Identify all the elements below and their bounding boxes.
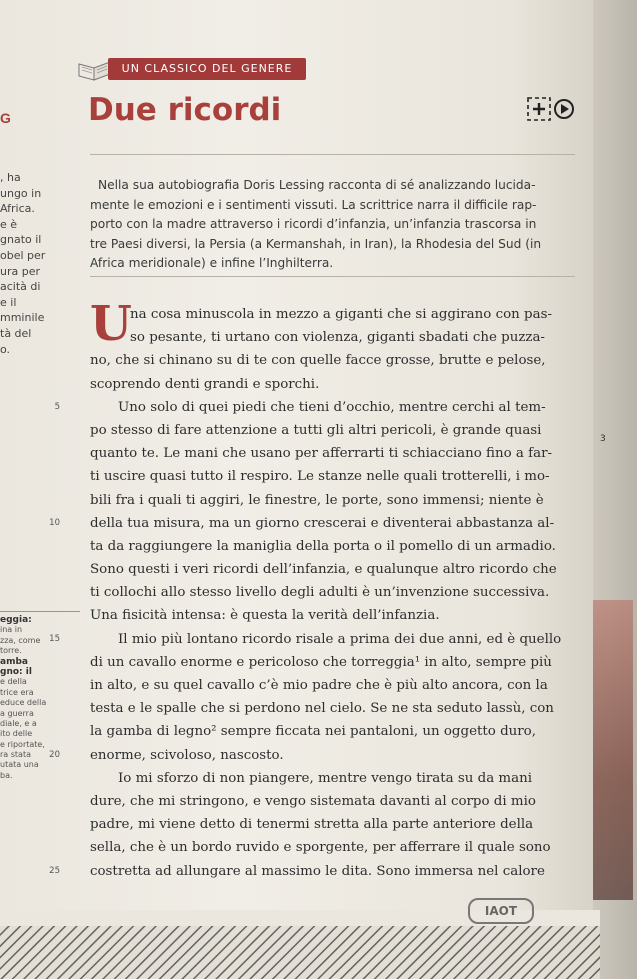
story-line-text: Uno solo di quei piedi che tieni d’occhio, mentre cerchi al tem- (118, 399, 546, 415)
margin-fragment: Africa. (0, 202, 35, 216)
story-body (49, 303, 595, 883)
gloss-line: trice era (0, 687, 34, 697)
story-line (90, 465, 595, 488)
prev-page-heading-fragment: G (0, 110, 11, 126)
story-line (49, 512, 595, 535)
intro-line: porto con la madre attraverso i ricordi d’infanzia, un’infanzia trascorsa in (90, 217, 537, 231)
gloss-line: a guerra (0, 708, 34, 718)
story-line-text: Una fisicità intensa: è questa la verità dell’infanzia. (90, 608, 440, 624)
gloss-line: gno: il (0, 666, 32, 677)
story-line-text: di un cavallo enorme e pericoloso che torreggia¹ in alto, sempre più (90, 654, 552, 670)
story-line-text: ti uscire quasi tutto il respiro. Le stanze nelle quali trotterelli, i mo- (90, 469, 550, 485)
margin-fragment: obel per (0, 248, 46, 262)
line-number: 15 (49, 633, 60, 644)
story-line-text: costretta ad allungare al massimo le dita. Sono immersa nel calore (90, 863, 545, 879)
story-line-text: quanto te. Le mani che usano per afferrarti ti schiacciano fino a far- (90, 446, 553, 462)
story-line (90, 836, 595, 859)
gloss-line: educe della (0, 698, 47, 708)
story-line (90, 558, 595, 581)
story-line (90, 767, 595, 790)
story-line (90, 651, 595, 674)
intro-line: mente le emozioni e i sentimenti vissuti. La scrittrice narra il difficile rap- (90, 197, 537, 212)
intro-line: Nella sua autobiografia Doris Lessing racconta di sé analizzando lucida- (98, 178, 536, 192)
title-rule (90, 154, 575, 155)
drop-cap: U (90, 296, 132, 352)
margin-fragment: ura per (0, 264, 41, 278)
story-line (49, 744, 595, 767)
story-line (54, 396, 595, 419)
story-line (90, 604, 595, 627)
margin-fragment: ungo in (0, 186, 42, 200)
story-line-text: ti collochi allo stesso livello degli adulti è un’invenzione successiva. (90, 585, 550, 601)
gloss-rule (0, 611, 80, 612)
story-line-text: testa e le spalle che si perdono nel cielo. Se ne sta seduto lassù, con (90, 701, 554, 717)
section-banner-label: UN CLASSICO DEL GENERE (121, 62, 293, 75)
story-line-text: in alto, e su quel cavallo c’è mio padre che è più alto ancora, con la (90, 678, 548, 693)
story-line-text: no, che si chinano su di te con quelle facce grosse, brutte e pelose, (90, 353, 546, 369)
line-number: 20 (49, 749, 60, 760)
story-line-text: bili fra i quali ti aggiri, le finestre, le porte, sono immensi; niente è (90, 492, 544, 508)
margin-fragment: mminile (0, 311, 45, 325)
gloss-line: torre. (0, 646, 22, 656)
stamp-label: IAOT (468, 898, 534, 924)
gloss-line: utata una (0, 760, 39, 770)
margin-fragment: e è (0, 217, 18, 231)
left-margin-fragments (0, 170, 75, 357)
intro-rule (90, 276, 575, 277)
story-line-text: scoprendo denti grandi e sporchi. (90, 376, 320, 392)
gloss-line: amba (0, 656, 28, 667)
margin-fragment: o. (0, 342, 11, 356)
story-line (90, 419, 595, 442)
story-line (49, 860, 595, 883)
story-line-text: Sono questi i veri ricordi dell’infanzia, e qualunque altro ricordo che (90, 562, 557, 578)
section-banner (108, 58, 306, 80)
story-line-text: ta da raggiungere la maniglia della porta o il pomello di un armadio. (90, 538, 556, 554)
gloss-line: zza, come (0, 635, 41, 645)
intro-line: tre Paesi diversi, la Persia (a Kermanshah, in Iran), la Rhodesia del Sud (in (90, 236, 542, 251)
story-line (49, 628, 595, 651)
gloss-line: ra stata (0, 750, 31, 760)
margin-fragment: gnato il (0, 233, 42, 247)
story-line (90, 349, 595, 372)
story-line (90, 813, 595, 836)
gloss-line: ito delle (0, 729, 33, 739)
story-line (90, 697, 595, 720)
story-line-text: na cosa minuscola in mezzo a giganti che si aggirano con pas- (130, 307, 552, 322)
margin-fragment: acità di (0, 280, 41, 294)
gloss-line: e riportate, (0, 739, 45, 749)
story-line (90, 790, 595, 813)
story-line-text: so pesante, ti urtano con violenza, giganti sbadati che puzza- (130, 330, 545, 346)
story-line (90, 442, 595, 465)
story-line-text: po stesso di fare attenzione a tutti gli altri pericoli, è grande quasi (90, 422, 542, 438)
adjacent-page-number: 3 (600, 434, 606, 444)
margin-fragment: tà del (0, 326, 32, 340)
add-audio-icon[interactable] (522, 96, 578, 122)
gloss-heading: eggia: (0, 615, 32, 625)
story-line-text: dure, che mi stringono, e vengo sistemata davanti al corpo di mio (90, 793, 536, 809)
story-line (90, 326, 595, 349)
margin-fragment: , ha (0, 171, 21, 184)
story-line (90, 373, 595, 396)
adjacent-page-illustration (593, 600, 633, 900)
story-line-text: enorme, scivoloso, nascosto. (90, 747, 284, 763)
gloss-line: diale, e a (0, 718, 37, 728)
story-line-text: Io mi sforzo di non piangere, mentre vengo tirata su da mani (118, 770, 533, 786)
gloss-line: ba. (0, 770, 13, 780)
line-number: 25 (49, 865, 60, 876)
story-line-text: sella, che è un bordo ruvido e sporgente, per afferrare il quale sono (90, 840, 551, 856)
story-line-text: Il mio più lontano ricordo risale a prima dei due anni, ed è quello (118, 631, 562, 647)
gloss-line: e della (0, 677, 27, 687)
story-line (90, 581, 595, 604)
line-number: 10 (49, 517, 60, 528)
intro-line: Africa meridionale) e infine l’Inghilterra. (90, 256, 334, 270)
intro-paragraph (90, 176, 580, 274)
story-line (90, 535, 595, 558)
story-line-text: la gamba di legno² sempre ficcata nei pantaloni, un oggetto duro, (90, 724, 536, 740)
story-line (90, 303, 595, 326)
margin-fragment: e il (0, 295, 17, 309)
story-line (90, 489, 595, 512)
story-line-text: della tua misura, ma un giorno crescerai e diventerai abbastanza al- (90, 515, 555, 531)
story-line (90, 720, 595, 743)
line-number: 5 (54, 401, 60, 412)
gloss-line: ina in (0, 625, 23, 635)
story-line-text: padre, mi viene detto di tenermi stretta alla parte anteriore della (90, 817, 534, 833)
page-title: Due ricordi (88, 92, 282, 128)
story-line (90, 674, 595, 697)
